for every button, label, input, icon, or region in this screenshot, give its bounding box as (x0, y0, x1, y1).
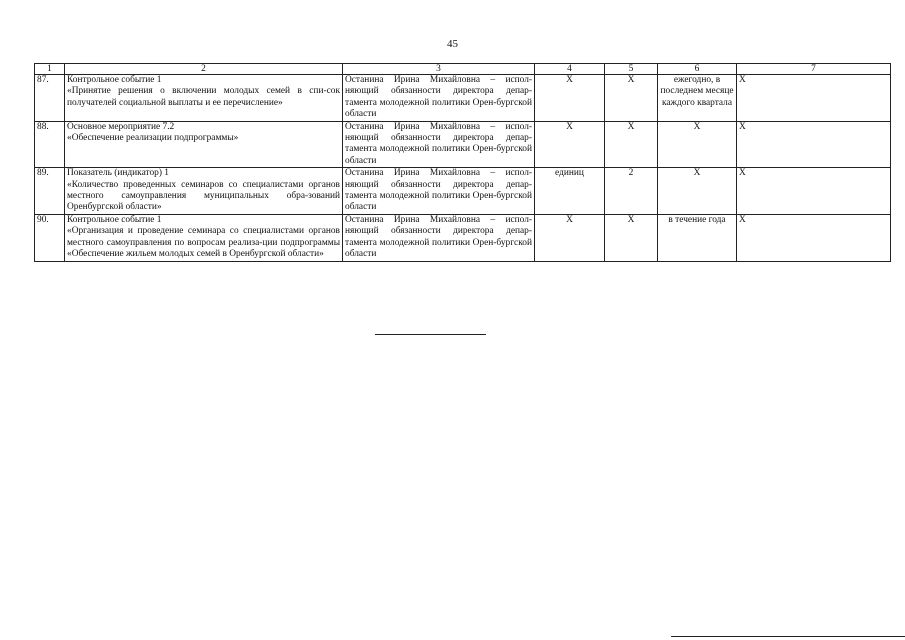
value-cell: Х (605, 75, 658, 122)
table-row (35, 75, 891, 122)
header-cell-7: 7 (737, 64, 891, 75)
event-name: Основное мероприятие 7.2 «Обеспечение реализации подпрограммы» (65, 121, 343, 168)
row-number: 90. (35, 214, 65, 261)
value-cell: 2 (605, 168, 658, 215)
page-number: 45 (447, 38, 458, 50)
row-number: 88. (35, 121, 65, 168)
header-cell-6: 6 (658, 64, 737, 75)
table-row (35, 214, 891, 261)
unit-cell: Х (535, 214, 605, 261)
header-cell-3: 3 (343, 64, 535, 75)
notes-cell: Х (737, 168, 891, 215)
responsible-person: Останина Ирина Михайловна – испол-няющий обязанности директора депар-тамента молодежной политики Орен-бургской области (343, 168, 535, 215)
deadline-cell: Х (658, 121, 737, 168)
header-row (35, 64, 891, 75)
row-number: 89. (35, 168, 65, 215)
table-row (35, 121, 891, 168)
event-name: Показатель (индикатор) 1 «Количество проведенных семинаров со специалистами органов местного самоуправления муниципальных обра-зований Оренбургской области» (65, 168, 343, 215)
responsible-person: Останина Ирина Михайловна – испол-няющий обязанности директора депар-тамента молодежной политики Орен-бургской области (343, 214, 535, 261)
header-cell-1: 1 (35, 64, 65, 75)
deadline-cell: ежегодно, в последнем месяце каждого квартала (658, 75, 737, 122)
responsible-person: Останина Ирина Михайловна – испол-няющий обязанности директора депар-тамента молодежной политики Орен-бургской области (343, 75, 535, 122)
notes-cell: Х (737, 75, 891, 122)
row-number: 87. (35, 75, 65, 122)
unit-cell: Х (535, 121, 605, 168)
plan-table-body (35, 75, 891, 262)
value-cell: Х (605, 214, 658, 261)
event-name: Контрольное событие 1 «Принятие решения о включении молодых семей в спи-сок получателей социальной выплаты и ее перечисление» (65, 75, 343, 122)
header-cell-4: 4 (535, 64, 605, 75)
unit-cell: единиц (535, 168, 605, 215)
header-cell-2: 2 (65, 64, 343, 75)
footer-line (671, 636, 905, 637)
notes-cell: Х (737, 214, 891, 261)
deadline-cell: Х (658, 168, 737, 215)
event-name: Контрольное событие 1 «Организация и проведение семинара со специалистами органов местного самоуправления по вопросам реализа-ции подпрограммы «Обеспечение жильем молодых семей в Оренбургской области» (65, 214, 343, 261)
responsible-person: Останина Ирина Михайловна – испол-няющий обязанности директора депар-тамента молодежной политики Орен-бургской области (343, 121, 535, 168)
unit-cell: Х (535, 75, 605, 122)
table-row (35, 168, 891, 215)
notes-cell: Х (737, 121, 891, 168)
header-cell-5: 5 (605, 64, 658, 75)
plan-table (34, 63, 891, 262)
section-divider (375, 334, 486, 335)
deadline-cell: в течение года (658, 214, 737, 261)
value-cell: Х (605, 121, 658, 168)
